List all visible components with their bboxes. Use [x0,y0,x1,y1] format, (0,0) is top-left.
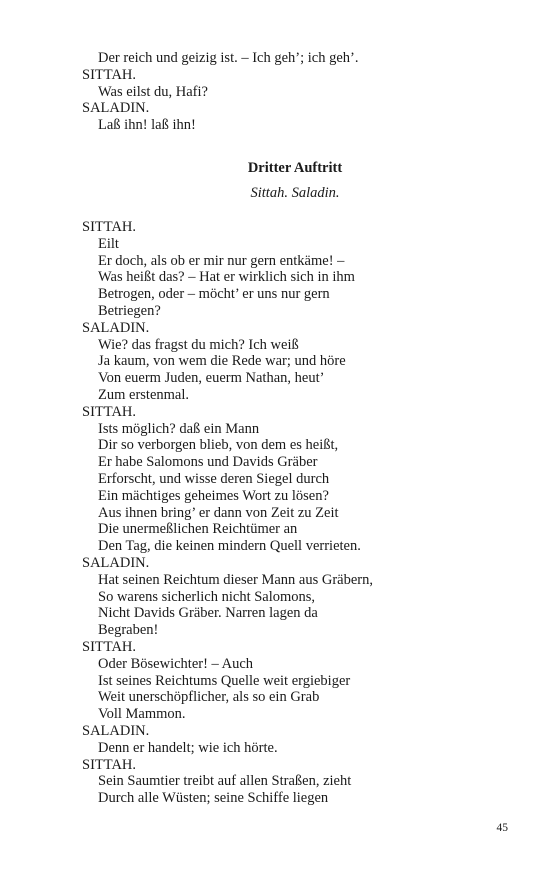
verse-line: Begraben! [98,622,159,639]
verse-line: Zum erstenmal. [98,386,190,403]
verse-line: Durch alle Wüsten; seine Schiffe liegen [98,790,329,807]
verse-line: Ists möglich? daß ein Mann [98,420,260,437]
speaker-name: SITTAH. [82,403,137,420]
verse-line: Hat seinen Reichtum dieser Mann aus Gräbern, [98,571,374,588]
verse-line: Erforscht, und wisse deren Siegel durch [98,470,330,487]
verse-line: Er habe Salomons und Davids Gräber [98,454,318,471]
verse-line: Betriegen? [98,302,161,319]
verse-line: Voll Mammon. [98,706,186,723]
verse-line: Ja kaum, von wem die Rede war; und höre [98,353,346,370]
verse-line: Eilt [98,235,119,252]
speaker-name: SALADIN. [82,319,150,336]
speaker-name: SITTAH. [82,638,137,655]
scene-title: Dritter Auftritt [247,160,343,176]
verse-line: Oder Bösewichter! – Auch [98,655,254,672]
verse-line: Von euerm Juden, euerm Nathan, heut’ [98,370,325,387]
verse-line: Denn er handelt; wie ich hörte. [98,739,278,756]
speaker-name: SALADIN. [82,554,150,571]
verse-line: So warens sicherlich nicht Salomons, [98,588,316,605]
verse-line: Sein Saumtier treibt auf allen Straßen, zieht [98,773,352,790]
verse-line: Wie? das fragst du mich? Ich weiß [98,336,299,353]
verse-line: Dir so verborgen blieb, von dem es heißt, [98,437,339,454]
verse-line: Laß ihn! laß ihn! [98,117,196,134]
verse-line: Er doch, als ob er mir nur gern entkäme! – [98,252,345,269]
scene-persons: Sittah. Saladin. [250,185,340,201]
speaker-name: SALADIN. [82,100,150,117]
verse-line: Nicht Davids Gräber. Narren lagen da [98,605,318,622]
verse-line: Der reich und geizig ist. – Ich geh’; ich geh’. [98,50,359,66]
speaker-name: SITTAH. [82,219,137,235]
verse-line: Aus ihnen bring’ er dann von Zeit zu Zeit [98,504,339,521]
verse-line: Weit unerschöpflicher, als so ein Grab [98,689,320,706]
verse-line: Ist seines Reichtums Quelle weit ergiebiger [98,672,351,689]
speaker-name: SITTAH. [82,756,137,773]
verse-line: Ein mächtiges geheimes Wort zu lösen? [98,487,329,504]
speaker-name: SITTAH. [82,66,137,83]
verse-line: Den Tag, die keinen mindern Quell verrieten. [98,538,361,555]
dialogue-block-top [82,50,522,134]
dialogue-block-main [82,219,522,807]
page-number: 45 [496,822,508,834]
speaker-name: SALADIN. [82,722,150,739]
verse-line: Was eilst du, Hafi? [98,83,208,100]
verse-line: Die unermeßlichen Reichtümer an [98,521,298,538]
verse-line: Was heißt das? – Hat er wirklich sich in ihm [98,269,355,286]
verse-line: Betrogen, oder – möcht’ er uns nur gern [98,286,330,303]
